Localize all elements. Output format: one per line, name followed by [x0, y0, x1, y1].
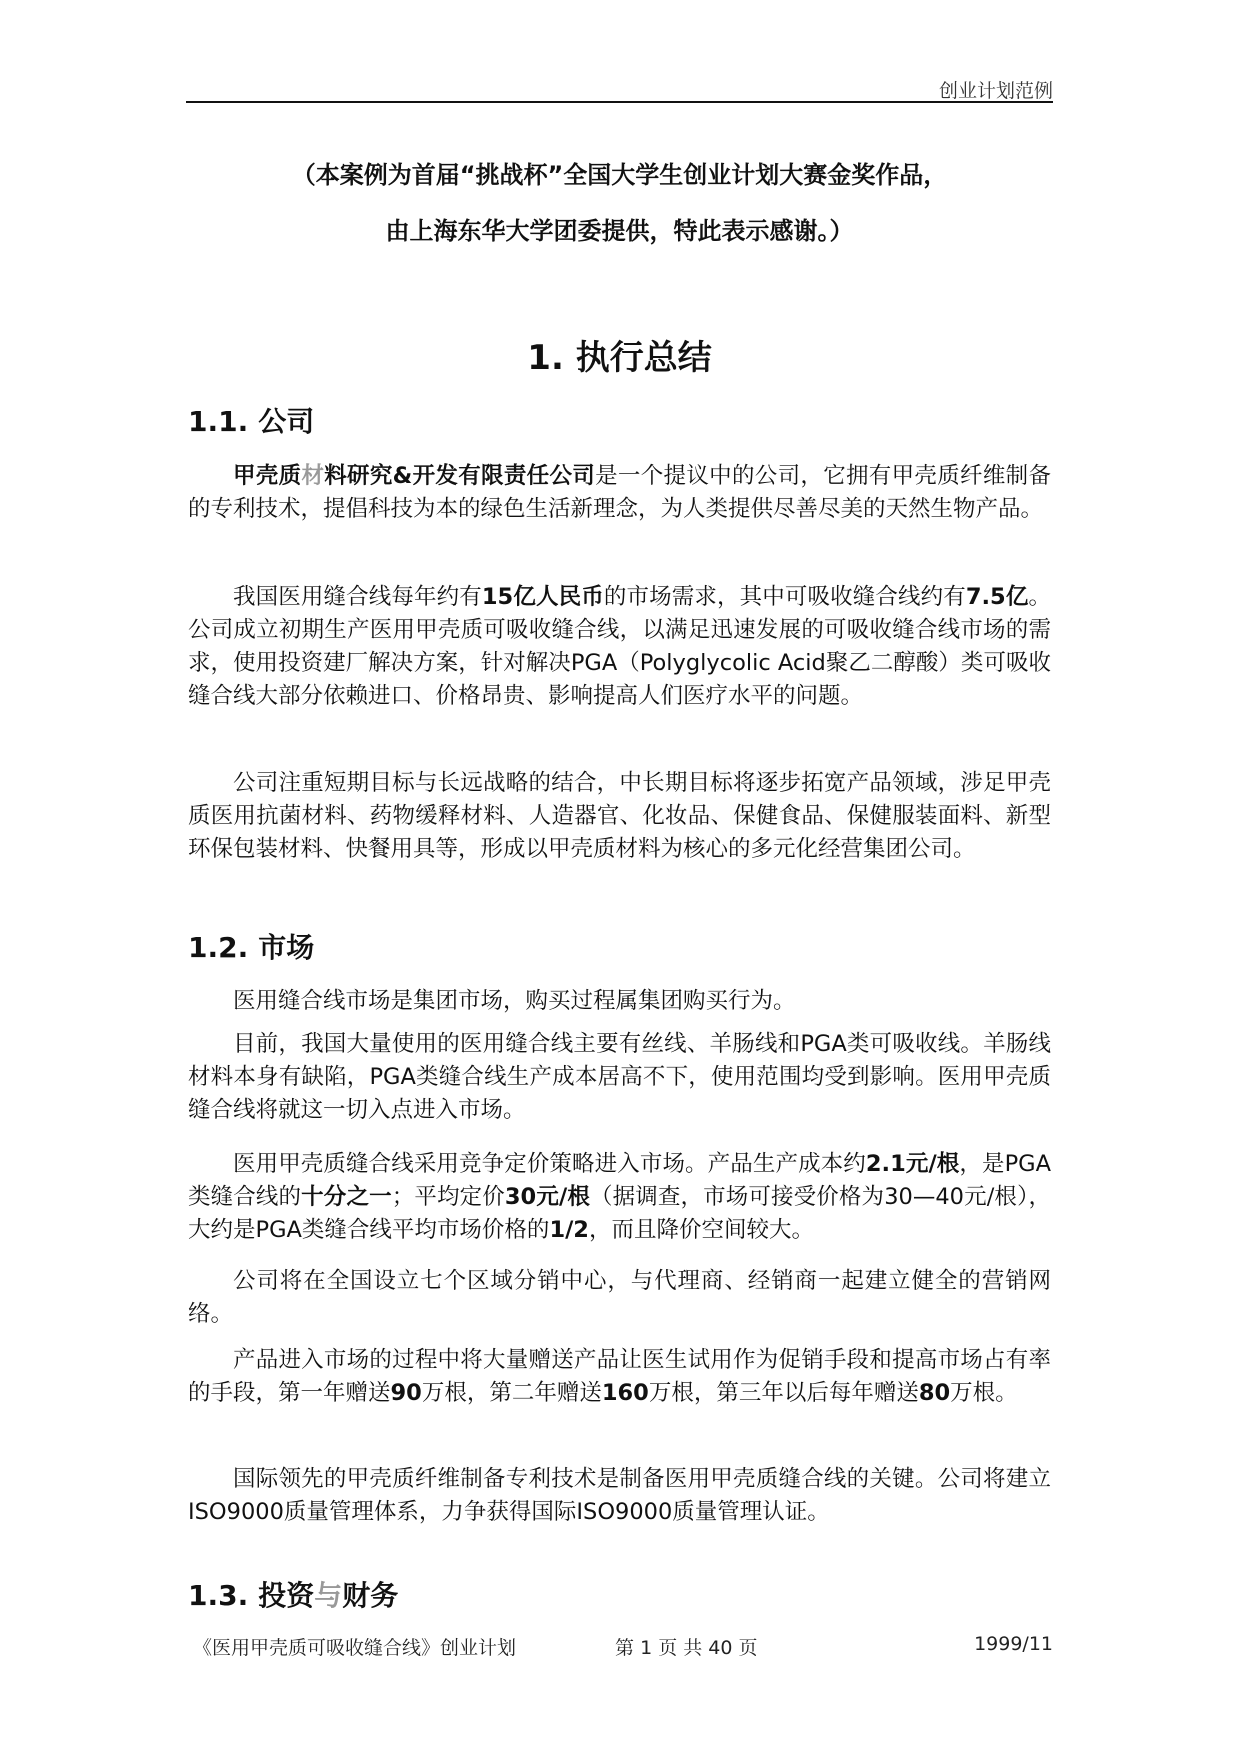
company-name-part: 材	[301, 463, 325, 489]
text-run: 类可吸收线。羊肠线材料本身有缺陷，	[188, 1031, 1051, 1090]
paragraph-promotion	[188, 1344, 1051, 1410]
emphasis: 90	[390, 1380, 422, 1406]
emphasis: 7.5亿	[965, 584, 1029, 610]
emphasis: 1/2	[549, 1217, 589, 1243]
page-total: 40	[708, 1637, 733, 1659]
footer-doc-title: 《医用甲壳质可吸收缝合线》创业计划	[193, 1637, 517, 1659]
subsection-heading-market	[188, 926, 314, 966]
subsection-number: 1.1.	[188, 405, 249, 438]
text-run: 30—40	[884, 1184, 964, 1210]
emphasis: 30元/根	[504, 1184, 590, 1210]
subsection-heading-finance	[188, 1574, 398, 1614]
running-header: 创业计划范例	[938, 80, 1053, 102]
text-run: （据调查，市场可接受价格为	[589, 1184, 885, 1210]
section-title: 执行总结	[575, 338, 712, 378]
text-run: 元/根），大约是	[188, 1184, 1051, 1243]
section-number: 1.	[527, 338, 564, 378]
text-run: ISO9000	[576, 1499, 673, 1525]
text-run: PGA	[1004, 1151, 1051, 1177]
subsection-heading-company	[188, 400, 314, 440]
text-run: 类缝合线生产成本居高不下，使用范围均受到影响。医用甲壳质缝合线将就这一切入点进入市场。	[188, 1064, 1051, 1123]
text-run: 国际领先的甲壳质纤维制备专利技术是制备医用甲壳质缝合线的关键。公司将建立	[233, 1466, 1051, 1492]
page-label: 页 共	[658, 1637, 703, 1659]
subsection-title: 市场	[258, 931, 315, 964]
page-label: 页	[738, 1637, 758, 1659]
emphasis: 80	[918, 1380, 951, 1406]
footer-date: 1999/11	[974, 1633, 1053, 1655]
paragraph-group-market: 医用缝合线市场是集团市场，购买过程属集团购买行为。	[233, 988, 796, 1014]
emphasis: 2.1元/根	[865, 1151, 960, 1177]
acknowledgement-line-2: 由上海东华大学团委提供，特此表示感谢。）	[385, 217, 854, 245]
text-run: PGA	[255, 1217, 302, 1243]
text-run: 产品进入市场的过程中将大量赠送产品让医生试用作为促销手段和提高市场占有率的手段，第一年赠送	[188, 1347, 1051, 1406]
text-run: 我国医用缝合线每年约有	[233, 584, 482, 610]
company-name-part: 料研究&开发有限责任公司	[324, 463, 596, 489]
page-label: 第	[615, 1637, 635, 1659]
text-run: PGA（Polyglycolic Acid	[570, 650, 826, 676]
paragraph-company-intro	[188, 460, 1051, 526]
text-run: 目前，我国大量使用的医用缝合线主要有丝线、羊肠线和	[233, 1031, 801, 1057]
paragraph-market-demand	[188, 581, 1051, 713]
text-run: 万根，第二年赠送	[421, 1380, 602, 1406]
text-run: PGA	[369, 1064, 416, 1090]
text-run: ISO9000	[188, 1499, 284, 1525]
section-heading-1	[186, 330, 1053, 379]
text-run: 万根，第三年以后每年赠送	[648, 1380, 919, 1406]
subsection-number: 1.3.	[188, 1579, 249, 1612]
paragraph-distribution: 公司将在全国设立七个区域分销中心，与代理商、经销商一起建立健全的营销网络。	[188, 1268, 1051, 1327]
paragraph-current-sutures	[188, 1028, 1051, 1127]
subsection-number: 1.2.	[188, 931, 249, 964]
text-run: ，而且降价空间较大。	[588, 1217, 814, 1243]
page-current: 1	[640, 1637, 653, 1659]
footer-page-number	[615, 1633, 758, 1660]
subsection-title-part: 投资	[258, 1579, 315, 1612]
subsection-title-part: 与	[314, 1579, 343, 1612]
emphasis: 160	[601, 1380, 649, 1406]
text-run: 质量管理体系，力争获得国际	[283, 1499, 577, 1525]
text-run: ，是	[959, 1151, 1005, 1177]
paragraph-strategy: 公司注重短期目标与长远战略的结合，中长期目标将逐步拓宽产品领域，涉足甲壳质医用抗菌材料、药物缓释材料、人造器官、化妆品、保健食品、保健服装面料、新型环保包装材料、快餐用具等，形成以甲壳质材料为核心的多元化经营集团公司。	[188, 770, 1051, 862]
acknowledgement-line-1: （本案例为首届“挑战杯”全国大学生创业计划大赛金奖作品，	[291, 161, 948, 189]
text-run: ；平均定价	[391, 1184, 505, 1210]
subsection-title-part: 财务	[342, 1579, 399, 1612]
text-run: 质量管理认证。	[672, 1499, 830, 1525]
text-run: PGA	[800, 1031, 847, 1057]
header-rule	[186, 101, 1053, 103]
text-run: 万根。	[950, 1380, 1018, 1406]
text-run: 类缝合线平均市场价格的	[301, 1217, 550, 1243]
text-run: 医用甲壳质缝合线采用竞争定价策略进入市场。产品生产成本约	[233, 1151, 866, 1177]
text-run: 的市场需求，其中可吸收缝合线约有	[603, 584, 966, 610]
company-name-part: 甲壳质	[233, 463, 302, 489]
paragraph-pricing	[188, 1148, 1051, 1247]
emphasis: 十分之一	[301, 1184, 392, 1210]
paragraph-quality	[188, 1463, 1051, 1529]
emphasis: 15亿人民币	[481, 584, 604, 610]
text-run: 类缝合线的	[188, 1184, 302, 1210]
subsection-title: 公司	[258, 405, 315, 438]
text-run: 聚乙二醇酸）类可吸收缝合线大部分依赖进口、价格昂贵、影响提高人们医疗水平的问题。	[188, 650, 1051, 709]
text-run: 是一个提议中的公司，它拥有甲壳质纤维制备的专利技术，提倡科技为本的绿色生活新理念，为人类提供尽善尽美的天然生物产品。	[188, 463, 1051, 522]
text-run: 。公司成立初期生产医用甲壳质可吸收缝合线，以满足迅速发展的可吸收缝合线市场的需求，使用投资建厂解决方案，针对解决	[188, 584, 1051, 676]
